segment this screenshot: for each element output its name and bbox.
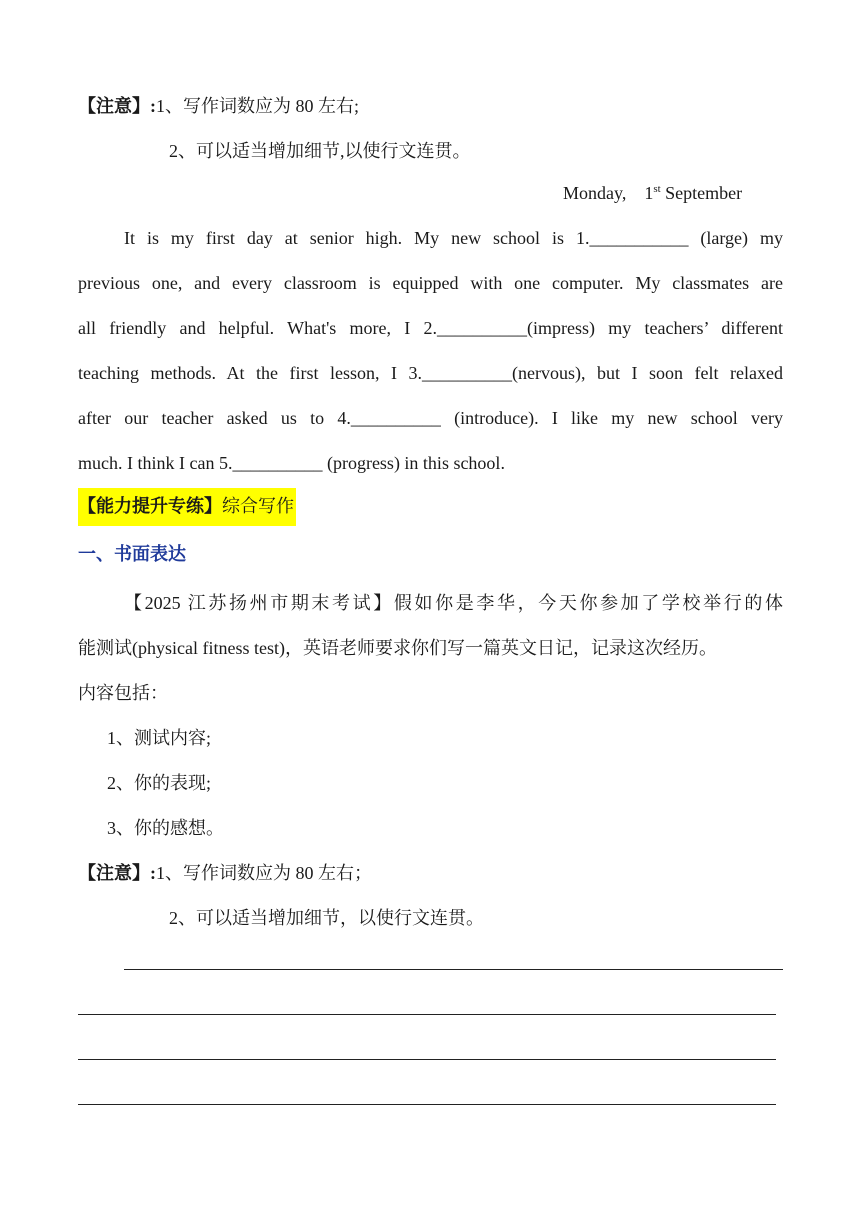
note-2-item-1: 1、写作词数应为 80 左右； <box>156 863 372 883</box>
writing-line-3[interactable] <box>78 1059 776 1060</box>
prompt-point-1: 1、测试内容; <box>107 728 212 748</box>
note-2-item-2: 2、可以适当增加细节，以使行文连贯。 <box>169 908 484 928</box>
diary-line-1: It is my first day at senior high. My new school is 1.___________ (large) my <box>124 228 783 248</box>
prompt-point-3: 3、你的感想。 <box>107 818 224 838</box>
section-heading: 一、书面表达 <box>78 544 186 565</box>
note-2-line-1 <box>78 859 372 885</box>
note-1-line-1 <box>78 92 359 118</box>
note-1-item-1: 1、写作词数应为 80 左右; <box>156 96 360 116</box>
note-1-label: 【注意】: <box>78 96 156 116</box>
prompt-line-3: 内容包括： <box>78 683 168 703</box>
writing-line-2[interactable] <box>78 1014 776 1015</box>
prompt-point-2: 2、你的表现; <box>107 773 212 793</box>
diary-date-prefix: Monday, 1 <box>563 183 654 203</box>
diary-line-2: previous one, and every classroom is equipped with one computer. My classmates are <box>78 273 783 293</box>
diary-date-sup: st <box>653 183 661 195</box>
practice-banner-rest: 综合写作 <box>222 496 294 517</box>
diary-line-5: after our teacher asked us to 4.__________ (introduce). I like my new school very <box>78 408 783 428</box>
note-1-item-2: 2、可以适当增加细节,以使行文连贯。 <box>169 141 471 161</box>
writing-line-1[interactable] <box>124 969 783 970</box>
diary-line-6: much. I think I can 5.__________ (progress) in this school. <box>78 453 505 473</box>
writing-line-4[interactable] <box>78 1104 776 1105</box>
diary-date-suffix: September <box>660 183 743 203</box>
diary-line-3: all friendly and helpful. What's more, I 2.__________(impress) my teachers’ different <box>78 318 783 338</box>
diary-line-4: teaching methods. At the first lesson, I 3.__________(nervous), but I soon felt relaxed <box>78 363 783 383</box>
practice-banner <box>78 488 296 526</box>
diary-date <box>563 183 742 204</box>
prompt-line-2: 能测试(physical fitness test)，英语老师要求你们写一篇英文日记，记录这次经历。 <box>78 638 717 658</box>
note-2-label: 【注意】: <box>78 863 156 883</box>
practice-banner-strong: 【能力提升专练】 <box>78 496 222 517</box>
prompt-line-1: 【2025 江苏扬州市期末考试】假如你是李华，今天你参加了学校举行的体 <box>124 593 783 613</box>
